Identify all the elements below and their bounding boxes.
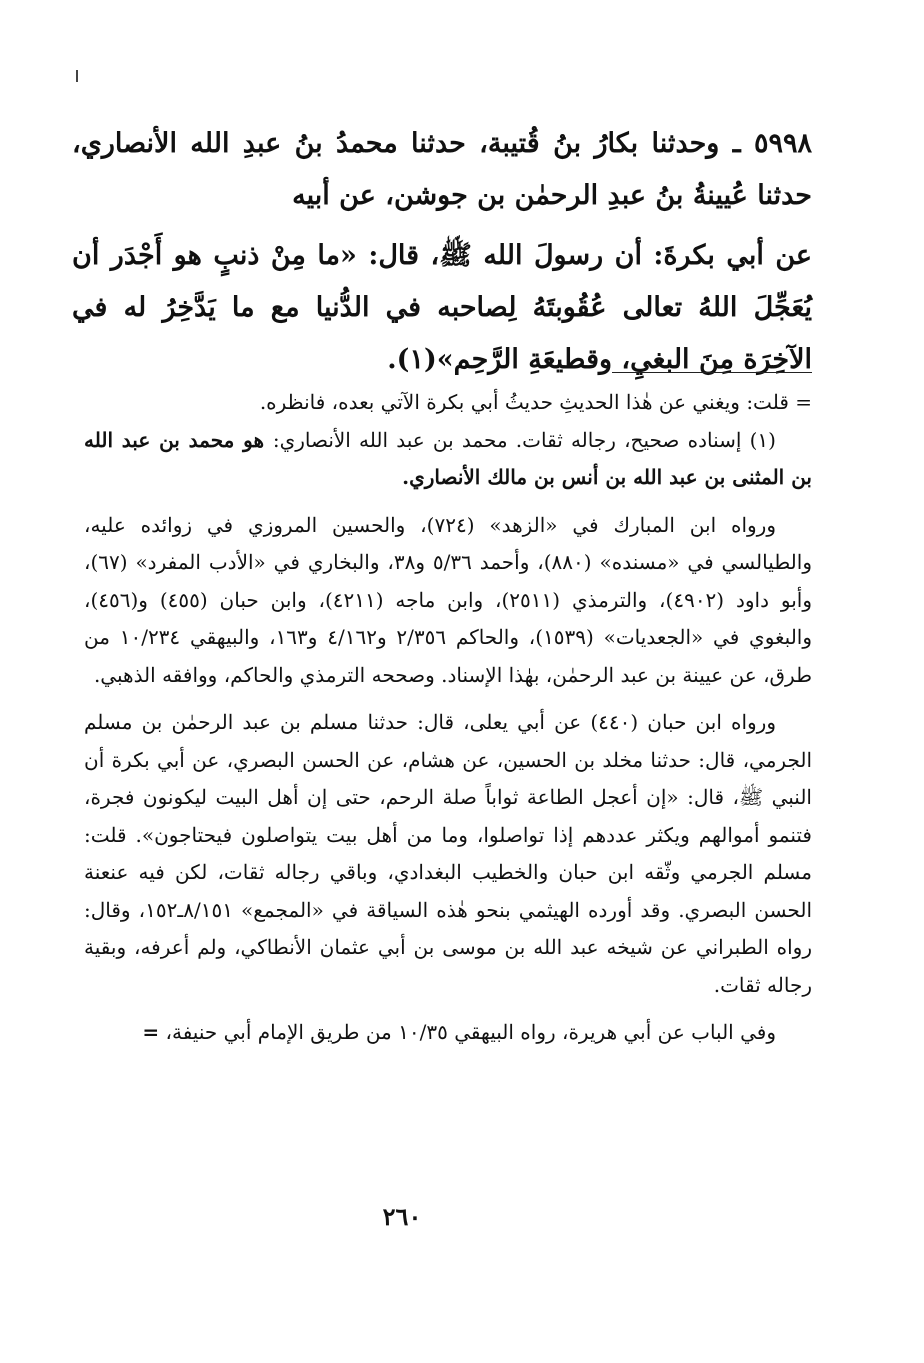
continuation-marker: = bbox=[795, 390, 812, 414]
continuation-marker-end: = bbox=[142, 1020, 160, 1044]
footnote-1-body: هو محمد بن عبد الله بن المثنى بن عبد الله بن أنس بن مالك الأنصاري. bbox=[84, 427, 812, 489]
footnote-paragraph-4 bbox=[84, 1014, 812, 1052]
footnotes bbox=[84, 384, 812, 1052]
footnote-continuation bbox=[84, 384, 812, 422]
footnote-paragraph-3: ورواه ابن حبان (٤٤٠) عن أبي يعلى، قال: حدثنا مسلم بن عبد الرحمٰن بن مسلم الجرمي، قال: حدثنا مخلد بن الحسين، عن هشام، عن الحسن البصري، عن أبي بكرة أن النبي ﷺ، قال: «إن أعجل الطاعة ثواباً صلة الرحم، حتى إن أهل البيت ليكونون فجرة، فتنمو أموالهم ويكثر عددهم إذا تواصلوا، وما من أهل بيت يتواصلون فيحتاجون». قلت: مسلم الجرمي وثّقه ابن حبان والخطيب البغدادي، وباقي رجاله ثقات، لكن فيه عنعنة الحسن البصري. وقد أورده الهيثمي بنحو هٰذه السياقة في «المجمع» ٨/١٥١ـ١٥٢، وقال: رواه الطبراني عن شيخه عبد الله بن موسى بن أبي عثمان الأنطاكي، ولم أعرفه، وبقية رجاله ثقات. bbox=[84, 710, 812, 997]
continuation-text: قلت: ويغني عن هٰذا الحديثِ حديثُ أبي بكرة الآتي بعده، فانظره. bbox=[259, 390, 789, 414]
hadith-isnad: ٥٩٩٨ ـ وحدثنا بكارُ بنُ قُتيبة، حدثنا محمدُ بنُ عبدِ الله الأنصاري، حدثنا عُيينةُ بنُ عبدِ الرحمٰن بن جوشن، عن أبيه bbox=[72, 128, 812, 211]
hadith-matn: عن أبي بكرةَ: أن رسولَ الله ﷺ، قال: «ما مِنْ ذنبٍ هو أَجْدَر أن يُعَجِّلَ اللهُ تعالى عُقُوبتَهُ لِصاحبه في الدُّنيا مع ما يَدَّخِرُ له في الآخِرَة مِنَ البغيِ، وقطيعَةِ الرَّحِم»(١). bbox=[72, 240, 812, 375]
footnote-1 bbox=[84, 422, 812, 497]
page-number: ٢٦٠ bbox=[382, 1202, 422, 1231]
footnote-paragraph-2: ورواه ابن المبارك في «الزهد» (٧٢٤)، والحسين المروزي في زوائده عليه، والطيالسي في «مسنده» (٨٨٠)، وأحمد ٥/٣٦ و٣٨، والبخاري في «الأدب المفرد» (٦٧)، وأبو داود (٤٩٠٢)، والترمذي (٢٥١١)، وابن ماجه (٤٢١١)، وابن حبان (٤٥٥) و(٤٥٦)، والبغوي في «الجعديات» (١٥٣٩)، والحاكم ٢/٣٥٦ و٤/١٦٢ و١٦٣، والبيهقي ١٠/٢٣٤ من طرق، عن عيينة بن عبد الرحمٰن، بهٰذا الإسناد. وصححه الترمذي والحاكم، ووافقه الذهبي. bbox=[84, 512, 813, 687]
paragraph-4-text: وفي الباب عن أبي هريرة، رواه البيهقي ١٠/٣٥ من طريق الإمام أبي حنيفة، bbox=[165, 1020, 776, 1044]
footnote-1-label: (١) إسناده صحيح، رجاله ثقات. محمد بن عبد الله الأنصاري: bbox=[272, 427, 776, 452]
scan-mark bbox=[76, 70, 78, 82]
hadith-text bbox=[72, 118, 812, 386]
footnote-divider bbox=[612, 372, 812, 373]
